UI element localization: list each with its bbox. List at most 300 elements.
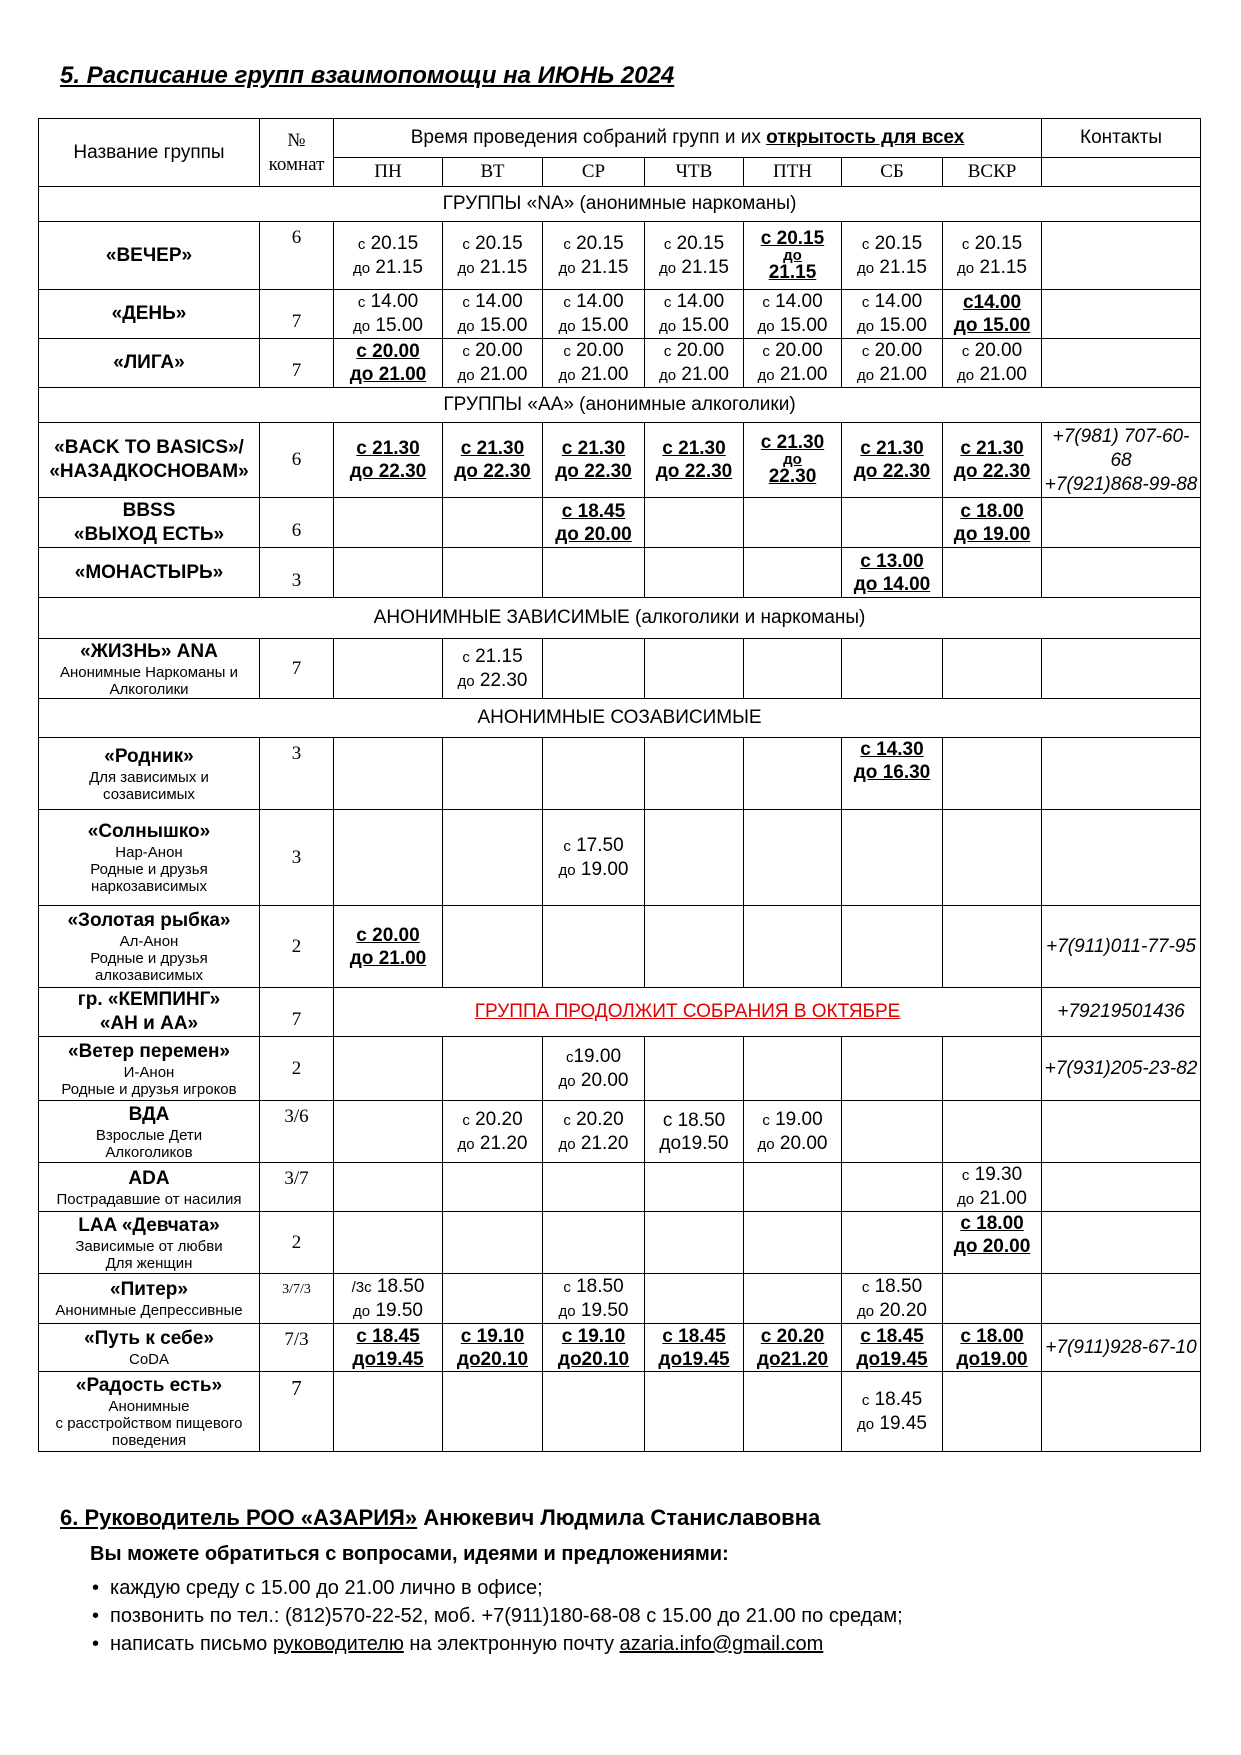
time-thu <box>645 339 744 388</box>
time-thu <box>645 810 744 906</box>
time-value: 21.15 <box>979 256 1027 278</box>
time-prefix: до <box>558 367 576 384</box>
group-name <box>39 290 260 339</box>
contact-empty <box>1042 1372 1201 1452</box>
time-value: до <box>783 451 802 468</box>
time-fri <box>744 423 842 498</box>
time-fri <box>744 1324 842 1372</box>
time-value: с 20.20 <box>760 1325 825 1347</box>
group-title: BBSS <box>122 499 176 521</box>
time-value: с 21.30 <box>460 438 525 459</box>
time-mon <box>334 1101 443 1163</box>
time-prefix: с <box>462 235 470 253</box>
time-value: с 20.00 <box>356 924 420 946</box>
time-mon <box>334 1372 443 1452</box>
time-fri <box>744 639 842 699</box>
group-subtitle: Родные и друзья <box>90 861 208 878</box>
room-number: 2 <box>260 906 334 988</box>
time-sun <box>943 290 1042 339</box>
group-title: «НАЗАДКОСНОВАМ» <box>49 461 249 482</box>
time-sun <box>943 738 1042 810</box>
time-prefix: с <box>861 1278 870 1296</box>
group-name <box>39 906 260 988</box>
time-fri <box>744 738 842 810</box>
time-sat <box>842 339 943 388</box>
group-title: «Родник» <box>104 745 194 767</box>
table-row <box>39 639 1201 699</box>
group-title: «Солнышко» <box>87 821 211 842</box>
time-value: 21.15 <box>768 261 817 283</box>
time-tue <box>443 1163 543 1212</box>
time-prefix: до <box>457 367 475 384</box>
time-tue <box>443 1037 543 1101</box>
section-anon-bold: АНОНИМНЫЕ ЗАВИСИМЫЕ <box>373 607 630 628</box>
group-subtitle: с расстройством пищевого <box>55 1415 243 1432</box>
time-value: 19.50 <box>375 1299 423 1321</box>
room-number: 7 <box>260 290 334 339</box>
group-name <box>39 548 260 598</box>
time-prefix: с <box>563 1111 571 1129</box>
group-subtitle: Ал-Анон <box>119 933 179 950</box>
contact-empty <box>1042 1163 1201 1212</box>
time-value: 18.50 <box>576 1275 624 1297</box>
group-subtitle: Анонимные <box>108 1398 190 1415</box>
time-value: 20.00 <box>775 340 823 361</box>
time-wed <box>543 1372 645 1452</box>
time-fri <box>744 498 842 548</box>
table-row <box>39 1372 1201 1452</box>
group-subtitle: Пострадавшие от насилия <box>56 1190 242 1208</box>
table-row <box>39 290 1201 339</box>
time-mon <box>334 222 443 290</box>
day-tue: ВТ <box>443 158 543 187</box>
time-value: 21.00 <box>479 364 528 385</box>
time-value: до21.20 <box>756 1348 829 1370</box>
contact-empty <box>1042 1212 1201 1274</box>
time-value: 20.00 <box>580 1069 629 1091</box>
time-tue <box>443 548 543 598</box>
group-title: «ВЕЧЕР» <box>105 244 193 266</box>
time-fri <box>744 1212 842 1274</box>
group-name <box>39 738 260 810</box>
time-sun <box>943 810 1042 906</box>
room-number: 2 <box>260 1212 334 1274</box>
group-name <box>39 1163 260 1212</box>
group-subtitle: поведения <box>111 1432 187 1449</box>
room-number: 6 <box>260 423 334 498</box>
time-value: до 16.30 <box>853 762 931 783</box>
group-title: «ЖИЗНЬ» ANA <box>80 640 218 662</box>
time-value: 21.15 <box>375 256 423 278</box>
time-sat <box>842 1324 943 1372</box>
time-wed <box>543 1037 645 1101</box>
time-prefix: с <box>462 294 470 311</box>
group-subtitle: созависимых <box>103 785 195 803</box>
time-value: 15.00 <box>580 315 629 336</box>
time-value: 20.00 <box>974 340 1023 361</box>
section-anon-rest: (алкоголики и наркоманы) <box>635 607 866 628</box>
time-thu <box>645 906 744 988</box>
time-sun <box>943 906 1042 988</box>
contact-phone: +7(931)205-23-82 <box>1042 1037 1201 1101</box>
time-prefix: с <box>357 294 366 311</box>
time-thu <box>645 1101 744 1163</box>
time-value: 18.50 <box>376 1275 425 1297</box>
time-prefix: с <box>762 1111 770 1129</box>
section-6-title <box>60 1505 903 1531</box>
time-value: 19.00 <box>573 1045 622 1067</box>
time-thu <box>645 1372 744 1452</box>
time-sun <box>943 548 1042 598</box>
time-sun <box>943 1324 1042 1372</box>
time-sun <box>943 1212 1042 1274</box>
table-row <box>39 1274 1201 1324</box>
time-tue <box>443 906 543 988</box>
time-value: 14.00 <box>475 291 523 312</box>
time-mon <box>334 423 443 498</box>
contact-empty <box>1042 548 1201 598</box>
header-time-open: открытость для всех <box>766 127 965 148</box>
time-prefix: с <box>861 1391 870 1409</box>
time-sat <box>842 1212 943 1274</box>
time-value: до <box>783 246 802 264</box>
group-name <box>39 639 260 699</box>
time-sun <box>943 1274 1042 1324</box>
group-title: «ЛИГА» <box>113 352 185 373</box>
time-prefix: до <box>957 367 975 384</box>
room-number: 7 <box>260 339 334 388</box>
time-value: с 18.00 <box>960 1325 1024 1347</box>
time-thu <box>645 222 744 290</box>
time-value: 20.15 <box>576 232 624 254</box>
room-number: 3/6 <box>260 1101 334 1163</box>
time-prefix: с <box>563 837 571 855</box>
time-prefix: с <box>462 343 470 360</box>
time-mon <box>334 1274 443 1324</box>
time-sat <box>842 290 943 339</box>
contact-empty <box>1042 222 1201 290</box>
time-value: до 22.30 <box>349 461 427 482</box>
time-fri <box>744 1372 842 1452</box>
time-wed <box>543 498 645 548</box>
time-sun <box>943 498 1042 548</box>
time-value: 17.50 <box>576 834 624 856</box>
time-value: 20.00 <box>576 340 624 361</box>
contact-phone: +7(921)868-99-88 <box>1044 474 1198 495</box>
section-aa-rest: (анонимные алкоголики) <box>579 394 796 415</box>
time-value: до 22.30 <box>655 461 733 482</box>
time-fri <box>744 222 842 290</box>
time-value: до19.45 <box>352 1348 424 1370</box>
group-name <box>39 1212 260 1274</box>
time-value: с 18.45 <box>662 1325 726 1347</box>
contacts-empty <box>1042 158 1201 187</box>
time-value: до 22.30 <box>555 461 632 482</box>
time-prefix: с <box>462 648 470 666</box>
time-wed <box>543 1324 645 1372</box>
contact-list <box>60 1574 903 1658</box>
time-sun <box>943 1163 1042 1212</box>
time-prefix: с <box>663 294 672 311</box>
time-value: 20.00 <box>874 340 923 361</box>
group-title: «BACK TO BASICS»/ <box>54 437 244 458</box>
time-value: 21.00 <box>580 364 629 385</box>
time-sat <box>842 906 943 988</box>
group-name <box>39 1101 260 1163</box>
time-sat <box>842 639 943 699</box>
day-thu: ЧТВ <box>645 158 744 187</box>
contact-phone: +7(981) 707-60-68 <box>1052 426 1190 471</box>
time-prefix: до <box>558 1135 576 1153</box>
group-name <box>39 498 260 548</box>
room-number: 3 <box>260 548 334 598</box>
group-title: LAA «Девчата» <box>78 1214 220 1236</box>
time-thu <box>645 498 744 548</box>
time-thu <box>645 290 744 339</box>
time-wed <box>543 1212 645 1274</box>
time-prefix: с <box>861 294 870 311</box>
header-time <box>334 119 1042 158</box>
contact-phone: +7(911)011-77-95 <box>1042 906 1201 988</box>
room-number: 3/7 <box>260 1163 334 1212</box>
time-sat <box>842 548 943 598</box>
time-value: 14.00 <box>775 291 823 312</box>
time-value: до20.10 <box>456 1348 529 1370</box>
time-value: с 18.00 <box>960 1213 1024 1234</box>
time-value: с 21.30 <box>760 432 825 453</box>
time-prefix: до <box>857 1302 875 1320</box>
time-sat <box>842 1372 943 1452</box>
group-name <box>39 1037 260 1101</box>
time-value: с 18.45 <box>860 1325 924 1347</box>
time-value: 21.00 <box>979 1188 1027 1209</box>
time-prefix: с <box>762 294 770 311</box>
room-number: 7 <box>260 1372 334 1452</box>
time-mon <box>334 339 443 388</box>
day-wed: СР <box>543 158 645 187</box>
time-prefix: до <box>757 318 775 335</box>
room-number: 2 <box>260 1037 334 1101</box>
group-title: «ВЫХОД ЕСТЬ» <box>73 523 225 545</box>
time-mon <box>334 810 443 906</box>
time-sat <box>842 1163 943 1212</box>
time-value: 20.15 <box>676 232 725 254</box>
group-title: «Радость есть» <box>75 1375 223 1396</box>
list-item: • каждую среду с 15.00 до 21.00 лично в офисе; <box>110 1574 903 1602</box>
day-mon: ПН <box>334 158 443 187</box>
time-value: с 18.45 <box>356 1325 420 1347</box>
time-value: с 18.50 <box>662 1109 726 1131</box>
time-sat <box>842 1037 943 1101</box>
time-sat <box>842 810 943 906</box>
group-title: «Путь к себе» <box>84 1328 214 1349</box>
time-value: до 21.00 <box>349 947 427 969</box>
time-fri <box>744 1163 842 1212</box>
contact-phone: +7(911)928-67-10 <box>1042 1324 1201 1372</box>
table-row <box>39 1324 1201 1372</box>
group-subtitle: Для женщин <box>105 1254 193 1272</box>
time-value: 15.00 <box>681 315 729 336</box>
time-value: с 21.30 <box>860 438 924 459</box>
time-prefix: до <box>957 1191 975 1208</box>
section-coz: АНОНИМНЫЕ СОЗАВИСИМЫЕ <box>39 699 1201 738</box>
notice-october: ГРУППА ПРОДОЛЖИТ СОБРАНИЯ В ОКТЯБРЕ <box>334 988 1042 1037</box>
time-value: с 19.10 <box>460 1325 525 1347</box>
time-prefix: до <box>457 259 475 277</box>
time-value: 21.20 <box>580 1132 629 1154</box>
table-row <box>39 988 1201 1037</box>
time-wed <box>543 639 645 699</box>
group-name <box>39 222 260 290</box>
time-tue <box>443 423 543 498</box>
table-row <box>39 498 1201 548</box>
time-prefix: до <box>558 259 576 277</box>
group-subtitle: алкозависимых <box>94 967 204 984</box>
time-value: с 20.15 <box>760 227 825 249</box>
time-prefix: с <box>961 1167 970 1184</box>
time-value: с 21.30 <box>662 438 726 459</box>
time-fri <box>744 548 842 598</box>
table-row <box>39 423 1201 498</box>
time-tue <box>443 1372 543 1452</box>
time-thu <box>645 548 744 598</box>
group-subtitle: Алкоголиков <box>105 1143 193 1161</box>
group-title: «Золотая рыбка» <box>67 910 231 931</box>
time-value: 18.50 <box>874 1275 923 1297</box>
group-subtitle: Нар-Анон <box>115 844 183 861</box>
list-item-text: на электронную почту <box>403 1633 620 1655</box>
group-title: ВДА <box>128 1103 170 1125</box>
email-link[interactable]: azaria.info@gmail.com <box>619 1633 824 1655</box>
day-fri: ПТН <box>744 158 842 187</box>
time-wed <box>543 423 645 498</box>
time-value: 20.15 <box>974 232 1023 254</box>
time-thu <box>645 738 744 810</box>
group-subtitle: Родные и друзья игроков <box>61 1080 237 1098</box>
time-prefix: с <box>563 235 571 253</box>
time-sun <box>943 423 1042 498</box>
section-6-title-name: Анюкевич Людмила Станиславовна <box>417 1505 821 1530</box>
time-prefix: до <box>957 259 975 277</box>
room-number: 3/7/3 <box>260 1274 334 1324</box>
time-value: до 22.30 <box>953 461 1031 482</box>
time-value: 20.20 <box>576 1108 624 1130</box>
time-tue <box>443 738 543 810</box>
time-prefix: до <box>558 1072 576 1090</box>
time-mon <box>334 738 443 810</box>
time-prefix: с <box>663 343 672 360</box>
time-tue <box>443 222 543 290</box>
time-value: 20.15 <box>370 232 419 254</box>
time-value: 21.15 <box>475 645 523 667</box>
table-row <box>39 1163 1201 1212</box>
time-value: до20.10 <box>557 1348 630 1370</box>
time-mon <box>334 1212 443 1274</box>
time-thu <box>645 1037 744 1101</box>
table-row <box>39 1212 1201 1274</box>
time-prefix: до <box>353 1302 371 1320</box>
section-na: ГРУППЫ «NA» (анонимные наркоманы) <box>39 187 1201 222</box>
time-value: до 15.00 <box>953 315 1031 336</box>
time-value: 21.15 <box>479 256 528 278</box>
time-value: с 13.00 <box>860 550 924 572</box>
time-wed <box>543 1274 645 1324</box>
time-value: 21.00 <box>779 364 828 385</box>
group-subtitle: И-Анон <box>123 1063 175 1081</box>
time-tue <box>443 810 543 906</box>
time-wed <box>543 290 645 339</box>
time-value: 20.00 <box>475 340 523 361</box>
time-value: 20.00 <box>779 1132 828 1154</box>
group-name <box>39 423 260 498</box>
time-sat <box>842 1101 943 1163</box>
time-sat <box>842 498 943 548</box>
room-number: 7 <box>260 639 334 699</box>
time-value: 19.00 <box>775 1108 823 1130</box>
time-value: с 20.00 <box>356 341 420 362</box>
time-value: 22.30 <box>768 466 817 487</box>
group-subtitle: Алкоголики <box>109 680 189 698</box>
time-prefix: до <box>857 259 875 277</box>
time-sun <box>943 639 1042 699</box>
time-value: до 22.30 <box>853 461 931 482</box>
time-prefix: с <box>961 343 970 360</box>
time-prefix: до <box>659 367 677 384</box>
leader-link[interactable]: руководителю <box>272 1633 404 1655</box>
time-prefix: до <box>457 1135 475 1153</box>
time-value: 15.00 <box>479 315 528 336</box>
time-sat <box>842 423 943 498</box>
time-sun <box>943 339 1042 388</box>
time-fri <box>744 1101 842 1163</box>
group-title: гр. «КЕМПИНГ» <box>77 989 221 1010</box>
time-fri <box>744 906 842 988</box>
group-title: «Ветер перемен» <box>68 1040 230 1062</box>
list-item <box>110 1630 903 1658</box>
header-group-name: Название группы <box>39 119 260 187</box>
group-subtitle: наркозависимых <box>91 878 207 895</box>
time-prefix: с <box>663 235 672 253</box>
time-sat <box>842 222 943 290</box>
group-subtitle: Анонимные Наркоманы и <box>59 663 239 681</box>
list-item-text: написать письмо <box>110 1633 273 1655</box>
table-row <box>39 1101 1201 1163</box>
group-subtitle: Зависимые от любви <box>75 1237 223 1255</box>
time-value: 20.15 <box>874 232 923 254</box>
time-mon <box>334 548 443 598</box>
contact-phone: +79219501436 <box>1042 988 1201 1037</box>
contact-empty <box>1042 738 1201 810</box>
time-prefix: с <box>462 1111 470 1129</box>
time-thu <box>645 639 744 699</box>
time-prefix: /3с <box>351 1278 372 1296</box>
group-subtitle: CoDA <box>128 1351 169 1368</box>
time-value: 15.00 <box>779 315 828 336</box>
group-subtitle: Для зависимых и <box>89 768 209 786</box>
time-wed <box>543 339 645 388</box>
time-value: 20.00 <box>676 340 725 361</box>
section-anon-row <box>39 598 1201 639</box>
time-fri <box>744 1037 842 1101</box>
time-tue <box>443 498 543 548</box>
room-number: 3 <box>260 810 334 906</box>
time-mon <box>334 1324 443 1372</box>
room-number: 7/3 <box>260 1324 334 1372</box>
time-value: с 21.30 <box>561 438 626 459</box>
table-row <box>39 548 1201 598</box>
time-prefix: с <box>357 235 366 253</box>
time-tue <box>443 290 543 339</box>
